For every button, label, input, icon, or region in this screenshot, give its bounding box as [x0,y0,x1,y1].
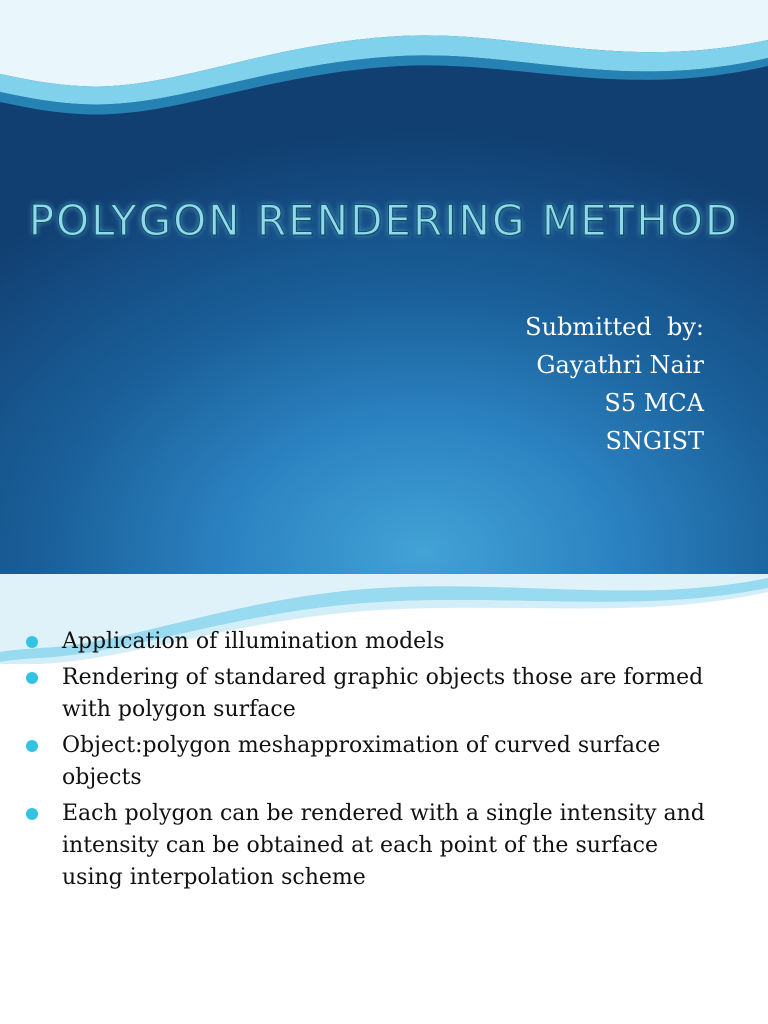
bullet-text: Object:polygon meshapproximation of curved surface objects [62,733,661,790]
author-class: S5 MCA [604,389,704,417]
bullet-dot-icon [26,808,38,820]
bullet-dot-icon [26,636,38,648]
content-slide [0,574,768,1024]
bullet-item [20,730,720,794]
top-wave-decoration [0,0,768,130]
bullet-text: Rendering of standared graphic objects those are formed with polygon surface [62,665,704,722]
subtitle-block [525,308,704,460]
bullet-text: Each polygon can be rendered with a single intensity and intensity can be obtained at each point of the surface using interpolation scheme [62,801,705,890]
submitted-by-label: Submitted by: [525,313,704,341]
slide-title: POLYGON RENDERING METHOD [28,196,740,245]
bullet-dot-icon [26,740,38,752]
bullet-text: Application of illumination models [62,629,445,654]
bullet-item [20,798,720,894]
bullet-item [20,662,720,726]
bullet-item [20,626,720,658]
bullet-dot-icon [26,672,38,684]
bullet-list [20,626,720,898]
author-institution: SNGIST [605,427,704,455]
author-name: Gayathri Nair [536,351,704,379]
